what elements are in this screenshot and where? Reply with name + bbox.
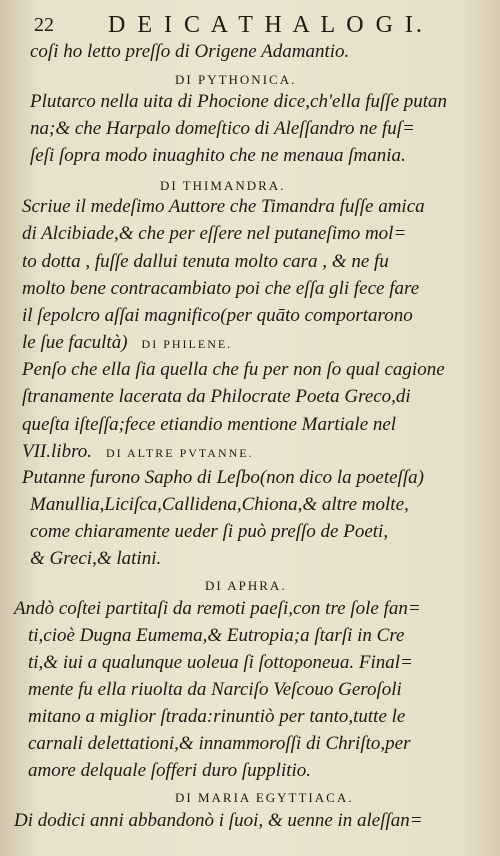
- text-line: il ſepolcro aſſai magnifico(per quāto comportarono: [22, 305, 413, 326]
- section-heading: DI ALTRE PVTANNE.: [106, 446, 254, 460]
- page-number: 22: [34, 14, 54, 36]
- section-heading: DI THIMANDRA.: [160, 178, 286, 193]
- section-heading: DI PYTHONICA.: [175, 72, 297, 87]
- text-line-with-heading: [22, 331, 232, 356]
- text-line: come chiaramente ueder ſi può preſſo de Poeti,: [30, 521, 389, 542]
- text-line: Putanne furono Sapho di Leſbo(non dico la poeteſſa): [22, 467, 424, 488]
- section-heading: DI PHILENE.: [141, 337, 233, 351]
- text-line: na;& che Harpalo domeſtico di Aleſſandro ne fuſ=: [30, 118, 415, 139]
- text-line: Plutarco nella uita di Phocione dice,ch'ella fuſſe putan: [30, 91, 448, 112]
- text-line: ti,& iui a qualunque uoleua ſi ſottoponeua. Final=: [28, 652, 413, 673]
- text-line: Manullia,Liciſca,Callidena,Chiona,& altre molte,: [30, 494, 409, 515]
- text-line: ſeſi ſopra modo inuaghito che ne menaua ſmania.: [30, 145, 406, 166]
- text-line: to dotta , fuſſe dallui tenuta molto cara , & ne fu: [22, 251, 389, 272]
- text-line: coſi ho letto preſſo di Origene Adamantio.: [30, 41, 350, 62]
- text-line: Scriue il medeſimo Auttore che Timandra fuſſe amica: [22, 196, 425, 217]
- text-line: VII.libro.: [22, 441, 93, 462]
- text-line: Andò coſtei partitaſi da remoti paeſi,con tre ſole fan=: [14, 598, 421, 619]
- text-line: ſtranamente lacerata da Philocrate Poeta Greco,di: [22, 386, 411, 407]
- text-line: Penſo che ella ſia quella che fu per non ſo qual cagione: [22, 359, 445, 380]
- running-head: D E I C A T H A L O G I.: [108, 12, 425, 38]
- text-line: le ſue facultà): [22, 332, 128, 353]
- text-line: mitano a miglior ſtrada:rinuntiò per tanto,tutte le: [28, 706, 406, 727]
- text-line-with-heading: [22, 440, 254, 465]
- text-line: queſta iſteſſa;fece etiandio mentione Martiale nel: [22, 414, 397, 435]
- text-line: mente fu ella riuolta da Narciſo Veſcouo Geroſoli: [28, 679, 402, 700]
- text-line: amore delquale ſofferi duro ſupplitio.: [28, 760, 312, 781]
- text-line: di Alcibiade,& che per eſſere nel putaneſimo mol=: [22, 223, 407, 244]
- section-heading: DI MARIA EGYTTIACA.: [175, 790, 354, 805]
- text-line: molto bene contracambiato poi che eſſa gli fece fare: [22, 278, 420, 299]
- text-line: Di dodici anni abbandonò i ſuoi, & uenne in aleſſan=: [14, 810, 423, 831]
- text-line: ti,cioè Dugna Eumema,& Eutropia;a ſtarſi in Cre: [28, 625, 405, 646]
- text-line: carnali delettationi,& innammoroſſi di Chriſto,per: [28, 733, 411, 754]
- section-heading: DI APHRA.: [205, 578, 287, 593]
- text-line: & Greci,& latini.: [30, 548, 162, 569]
